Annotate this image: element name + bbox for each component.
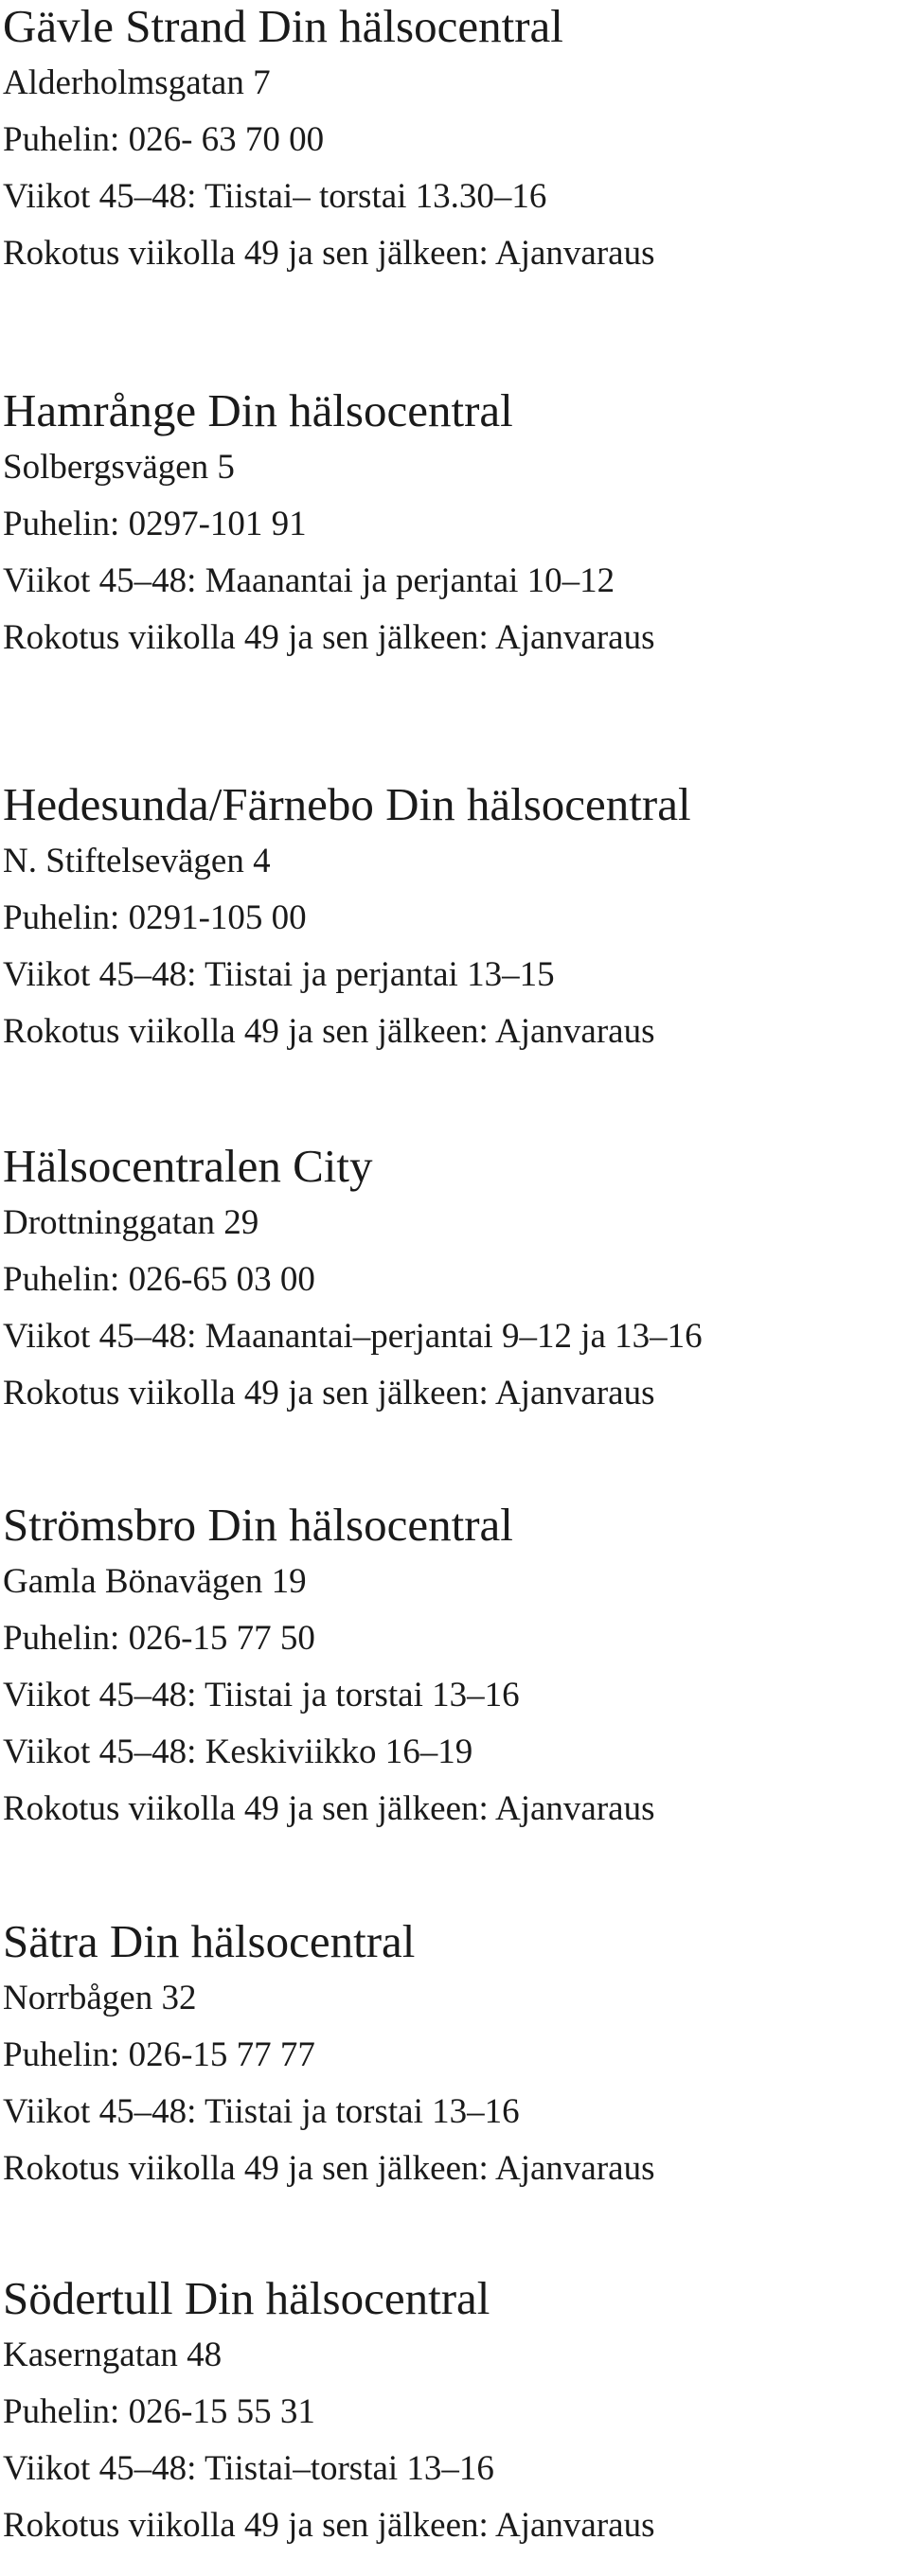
clinic-phone: Puhelin: 026-15 55 31 (3, 2392, 315, 2431)
clinic-city (3, 1140, 907, 1422)
clinic-hours: Viikot 45–48: Keskiviikko 16–19 (3, 1732, 473, 1771)
clinic-phone: Puhelin: 026- 63 70 00 (3, 120, 325, 159)
clinic-vaccination: Rokotus viikolla 49 ja sen jälkeen: Ajanvaraus (3, 1789, 655, 1828)
clinic-hours: Viikot 45–48: Tiistai ja torstai 13–16 (3, 1676, 520, 1714)
clinic-address: N. Stiftelsevägen 4 (3, 842, 271, 880)
clinic-address: Kaserngatan 48 (3, 2336, 223, 2374)
clinic-address: Gamla Bönavägen 19 (3, 1562, 307, 1601)
clinic-hamrange (3, 384, 907, 666)
clinic-stromsbro (3, 1499, 907, 1838)
clinic-phone: Puhelin: 0291-105 00 (3, 898, 307, 937)
clinic-vaccination: Rokotus viikolla 49 ja sen jälkeen: Ajanvaraus (3, 2149, 655, 2188)
clinic-name: Hedesunda/Färnebo Din hälsocentral (3, 778, 691, 830)
clinic-vaccination: Rokotus viikolla 49 ja sen jälkeen: Ajanvaraus (3, 1012, 655, 1051)
clinic-hours: Viikot 45–48: Tiistai ja torstai 13–16 (3, 2092, 520, 2131)
clinic-hours: Viikot 45–48: Tiistai– torstai 13.30–16 (3, 177, 547, 216)
clinic-phone: Puhelin: 026-15 77 77 (3, 2035, 315, 2074)
clinic-phone: Puhelin: 026-65 03 00 (3, 1260, 315, 1299)
clinic-hedesunda-farnebo (3, 778, 907, 1060)
clinic-phone: Puhelin: 0297-101 91 (3, 505, 307, 543)
clinic-satra (3, 1915, 907, 2197)
clinic-phone: Puhelin: 026-15 77 50 (3, 1619, 315, 1658)
clinic-name: Södertull Din hälsocentral (3, 2272, 490, 2324)
clinic-vaccination: Rokotus viikolla 49 ja sen jälkeen: Ajanvaraus (3, 234, 655, 273)
clinic-address: Alderholmsgatan 7 (3, 63, 271, 102)
clinic-address: Drottninggatan 29 (3, 1203, 259, 1242)
clinic-hours: Viikot 45–48: Maanantai ja perjantai 10–12 (3, 561, 615, 600)
clinic-name: Sätra Din hälsocentral (3, 1915, 416, 1967)
clinic-vaccination: Rokotus viikolla 49 ja sen jälkeen: Ajanvaraus (3, 1374, 655, 1412)
clinic-name: Gävle Strand Din hälsocentral (3, 0, 563, 52)
clinic-name: Hamrånge Din hälsocentral (3, 384, 513, 436)
clinic-name: Hälsocentralen City (3, 1140, 373, 1192)
clinic-address: Norrbågen 32 (3, 1979, 197, 2017)
clinic-address: Solbergsvägen 5 (3, 448, 235, 487)
clinic-hours: Viikot 45–48: Tiistai ja perjantai 13–15 (3, 955, 555, 994)
clinic-sodertull (3, 2272, 907, 2554)
clinic-hours: Viikot 45–48: Maanantai–perjantai 9–12 ja 13–16 (3, 1317, 703, 1356)
clinic-hours: Viikot 45–48: Tiistai–torstai 13–16 (3, 2449, 494, 2488)
clinic-vaccination: Rokotus viikolla 49 ja sen jälkeen: Ajanvaraus (3, 618, 655, 657)
clinic-name: Strömsbro Din hälsocentral (3, 1499, 513, 1551)
clinic-gavle-strand (3, 0, 907, 282)
clinic-vaccination: Rokotus viikolla 49 ja sen jälkeen: Ajanvaraus (3, 2506, 655, 2545)
